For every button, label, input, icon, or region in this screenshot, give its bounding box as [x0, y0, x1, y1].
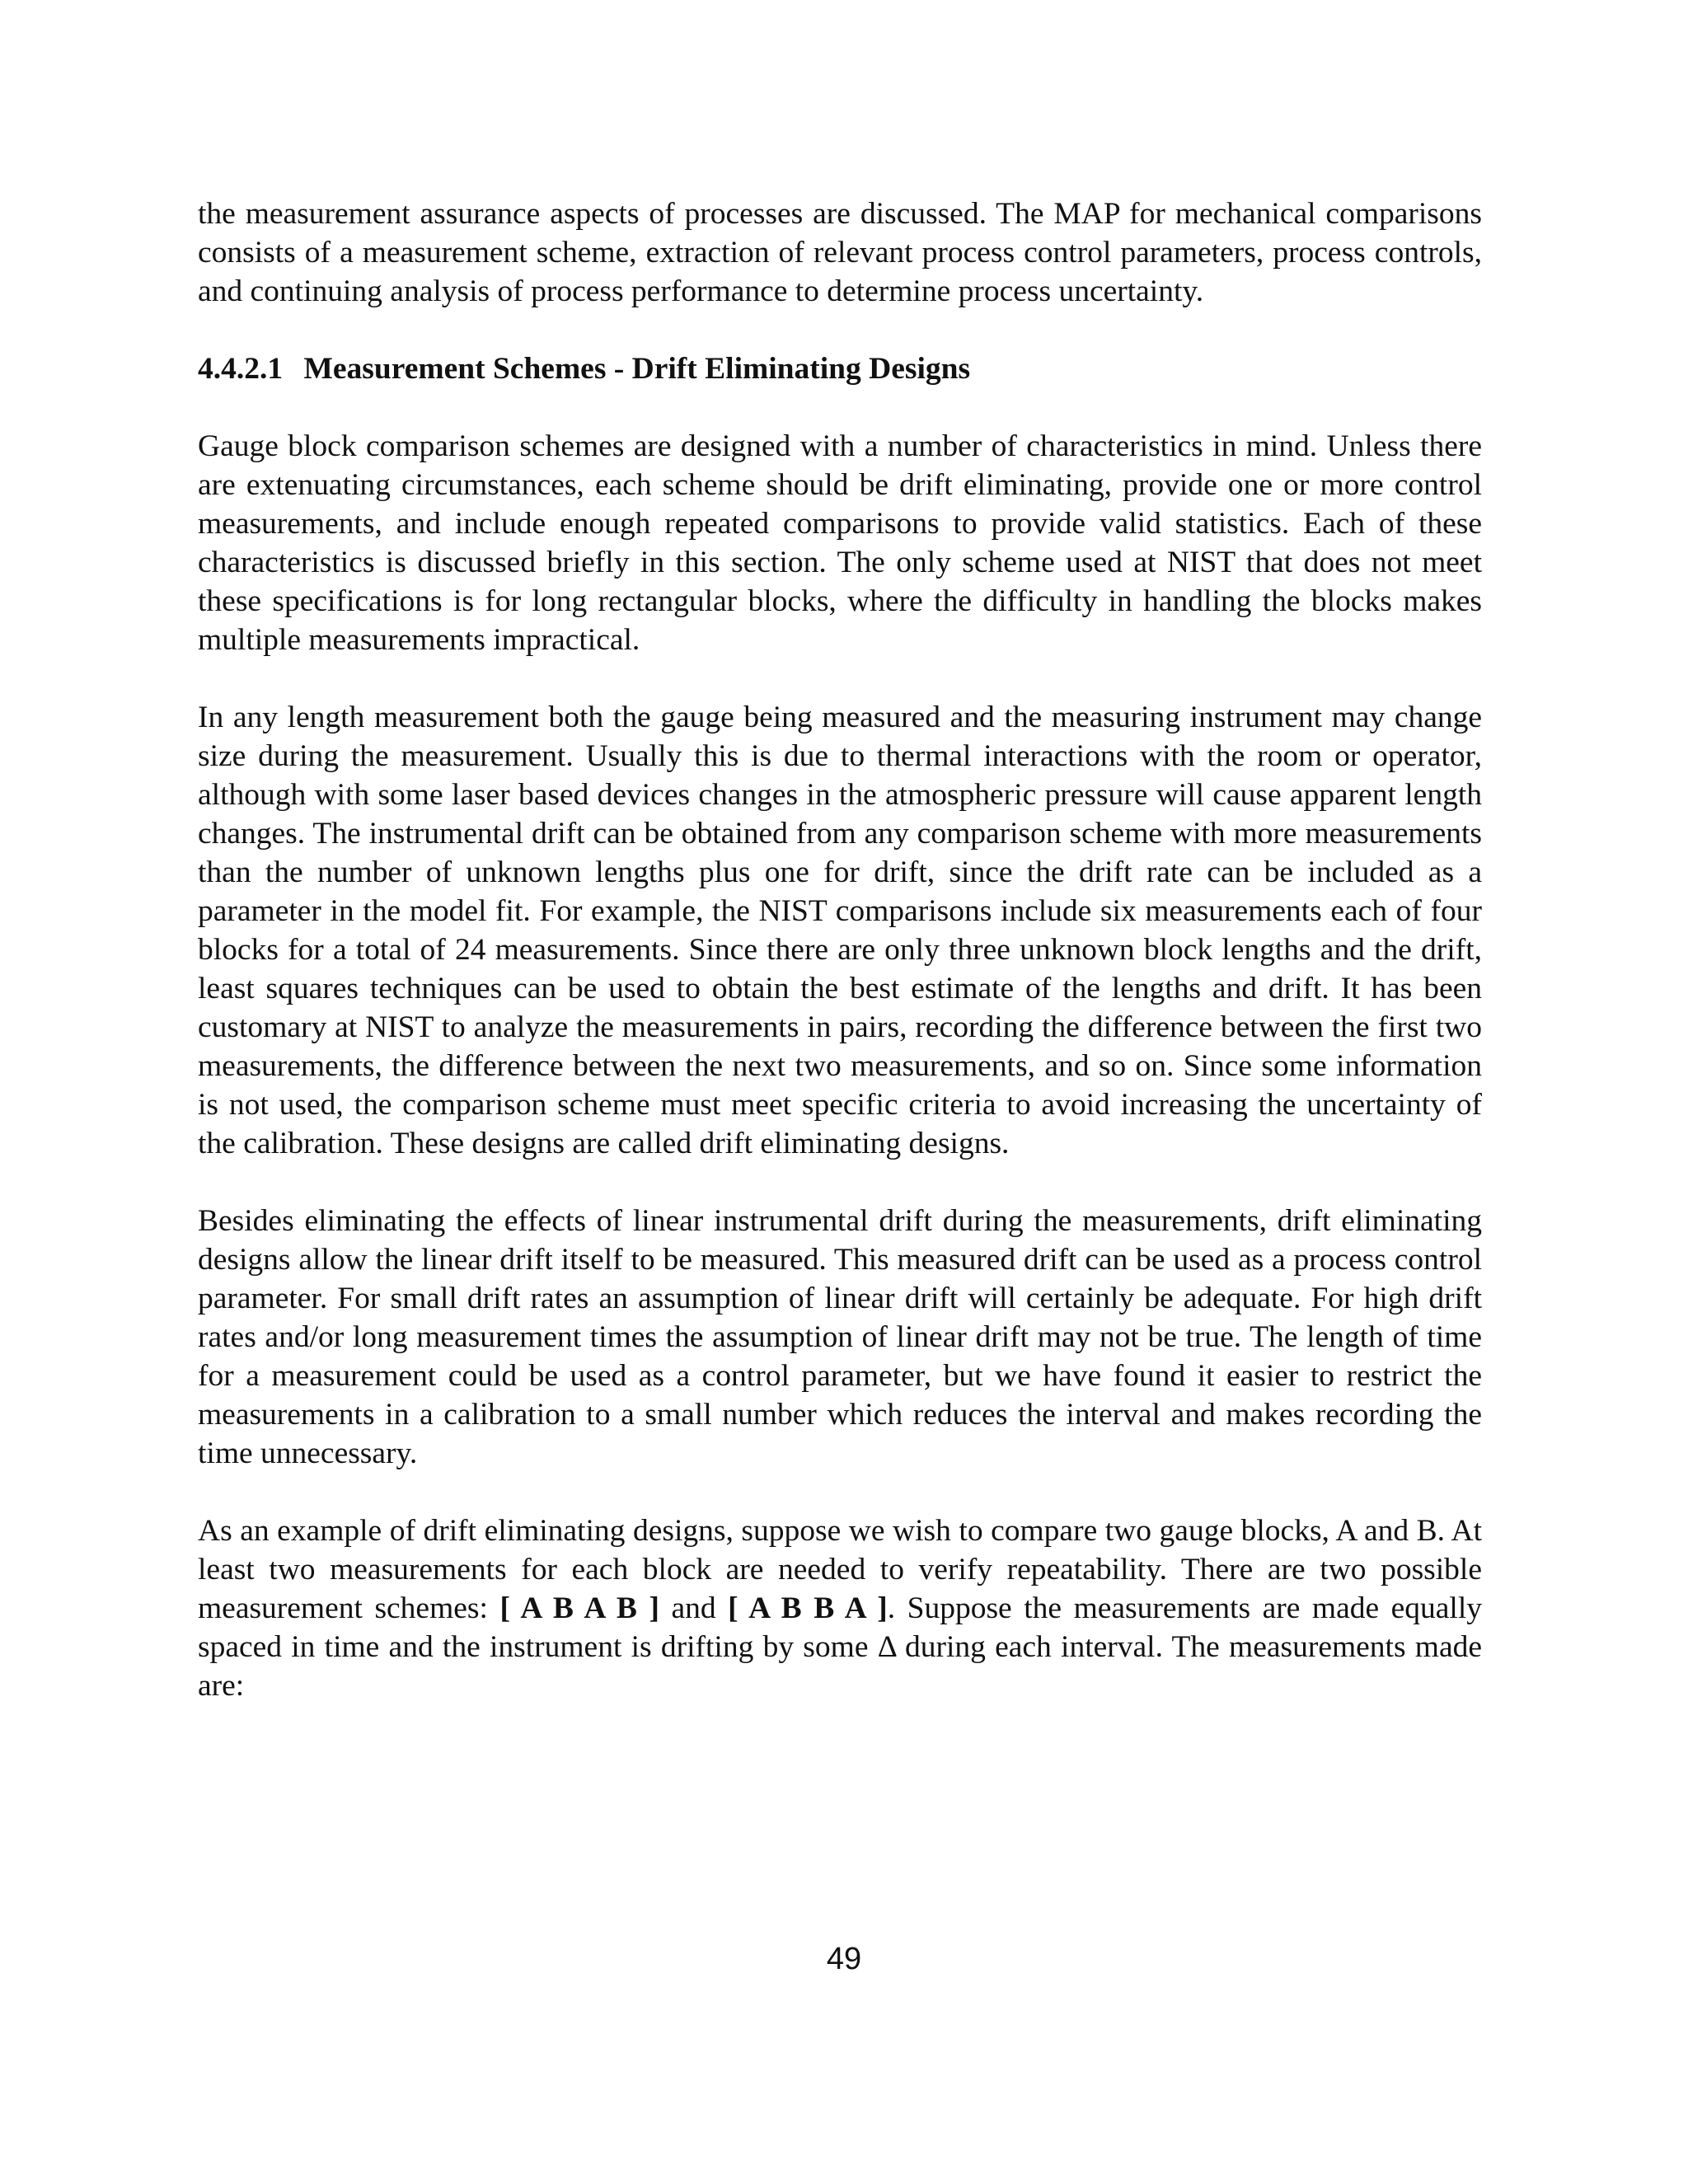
document-page [198, 194, 1482, 1744]
paragraph-drift-example [198, 1511, 1482, 1705]
section-heading [198, 349, 1482, 388]
section-number: 4.4.2.1 [198, 352, 284, 386]
intro-paragraph: the measurement assurance aspects of processes are discussed. The MAP for mechanical comparisons consists of a measurement scheme, extraction of relevant process control parameters, process controls, and continuing analysis of process performance to determine process uncertainty. [198, 197, 1482, 308]
scheme-abab: [ A B A B ] [499, 1591, 659, 1625]
section-title: Measurement Schemes - Drift Eliminating Designs [303, 352, 971, 386]
page-number: 49 [826, 1942, 862, 1976]
scheme-abba: [ A B B A ] [728, 1591, 888, 1625]
paragraph-instrumental-drift: In any length measurement both the gauge being measured and the measuring instrument may change size during the measurement. Usually this is due to thermal interactions with the room or operator, although with some laser based devices changes in the atmospheric pressure will cause apparent length changes. The instrumental drift can be obtained from any comparison scheme with more measurements than the number of unknown lengths plus one for drift, since the drift rate can be included as a parameter in the model fit. For example, the NIST comparisons include six measurements each of four blocks for a total of 24 measurements. Since there are only three unknown block lengths and the drift, least squares techniques can be used to obtain the best estimate of the lengths and drift. It has been customary at NIST to analyze the measurements in pairs, recording the difference between the first two measurements, the difference between the next two measurements, and so on. Since some information is not used, the comparison scheme must meet specific criteria to avoid increasing the uncertainty of the calibration. These designs are called drift eliminating designs. [198, 701, 1482, 1160]
example-text-and: and [659, 1591, 729, 1625]
example-text-part1: As an example of drift eliminating designs, suppose we wish to compare two gauge blocks, A and B. At least two measurements for each block are needed to verify repeatability. There are two possible measurement schemes: [198, 1514, 1482, 1625]
paragraph-comparison-schemes: Gauge block comparison schemes are designed with a number of characteristics in mind. Unless there are extenuating circumstances, each scheme should be drift eliminating, provide one or more control measurements, and include enough repeated comparisons to provide valid statistics. Each of these characteristics is discussed briefly in this section. The only scheme used at NIST that does not meet these specifications is for long rectangular blocks, where the difficulty in handling the blocks makes multiple measurements impractical. [198, 429, 1482, 657]
example-text-part2: . Suppose the measurements are made equally spaced in time and the instrument is drifting by some Δ during each interval. The measurements made are: [198, 1591, 1483, 1703]
paragraph-linear-drift: Besides eliminating the effects of linear instrumental drift during the measurements, drift eliminating designs allow the linear drift itself to be measured. This measured drift can be used as a process control parameter. For small drift rates an assumption of linear drift will certainly be adequate. For high drift rates and/or long measurement times the assumption of linear drift may not be true. The length of time for a measurement could be used as a control parameter, but we have found it easier to restrict the measurements in a calibration to a small number which reduces the interval and makes recording the time unnecessary. [198, 1204, 1482, 1470]
